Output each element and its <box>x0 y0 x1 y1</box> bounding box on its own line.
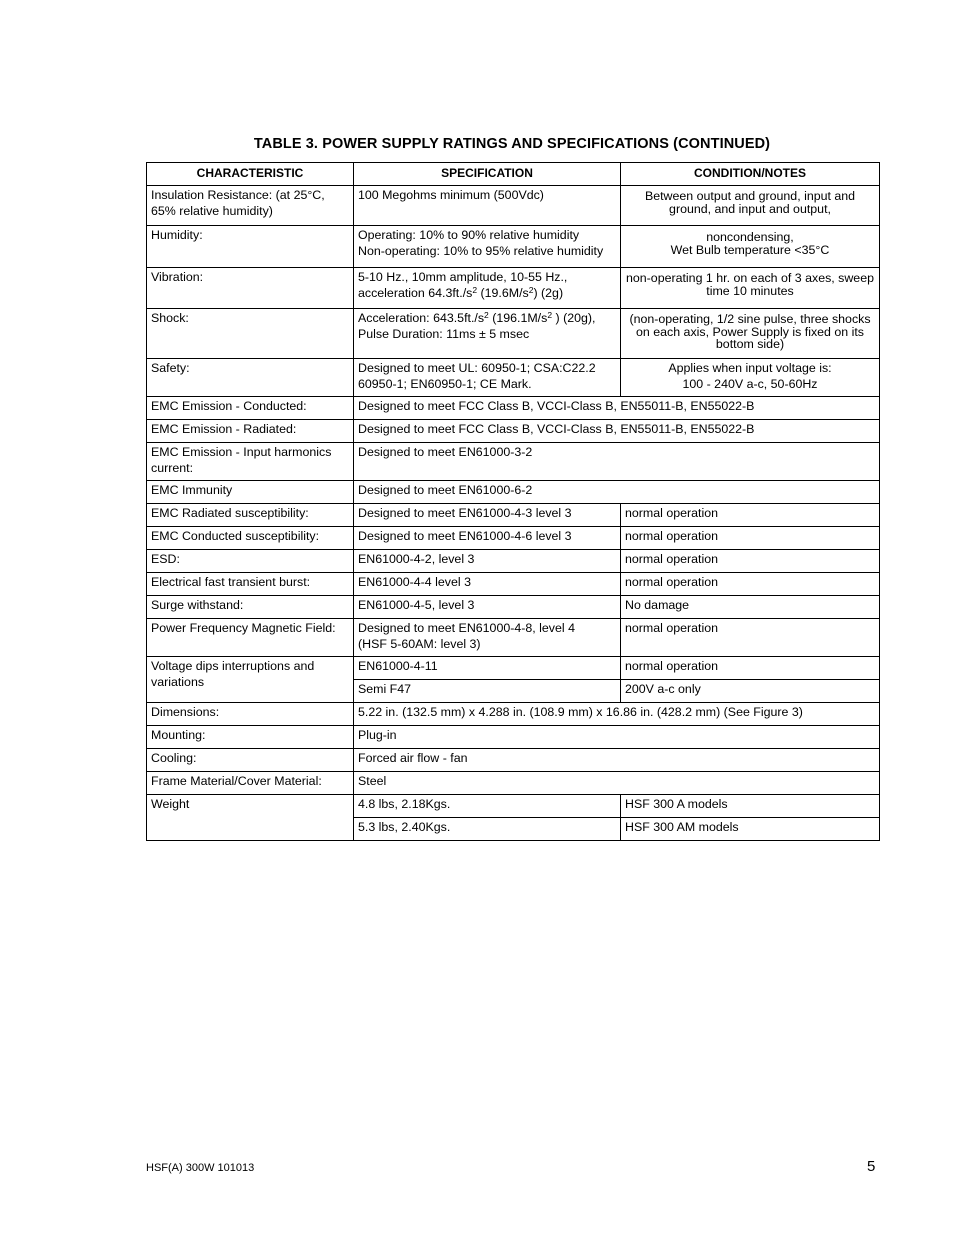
table-row <box>147 186 880 226</box>
spec-cell: EN61000-4-2, level 3 <box>354 550 621 573</box>
condition-cell: normal operation <box>621 504 880 527</box>
header-specification: SPECIFICATION <box>354 163 621 186</box>
row-label-mounting: Mounting: <box>147 726 354 749</box>
spec-text: ) (20g), <box>552 311 596 325</box>
spec-text: 5-10 Hz., 10mm amplitude, 10-55 Hz., acceleration 64.3ft./s <box>358 270 568 300</box>
spec-cell: Semi F47 <box>354 680 621 703</box>
condition-cell: normal operation <box>621 527 880 550</box>
table-row <box>147 726 880 749</box>
condition-cell <box>621 226 880 268</box>
row-label-emc-conducted-susceptibility: EMC Conducted susceptibility: <box>147 527 354 550</box>
table-row <box>147 749 880 772</box>
table-header-row <box>147 163 880 186</box>
table-row <box>147 397 880 420</box>
row-label-shock: Shock: <box>147 309 354 359</box>
condition-cell: normal operation <box>621 619 880 657</box>
spec-cell: 5.3 lbs, 2.40Kgs. <box>354 818 621 841</box>
table-row <box>147 527 880 550</box>
header-condition: CONDITION/NOTES <box>621 163 880 186</box>
table-row <box>147 309 880 359</box>
spec-cell: Designed to meet EN61000-4-6 level 3 <box>354 527 621 550</box>
spec-cell: Designed to meet FCC Class B, VCCI-Class B, EN55011-B, EN55022-B <box>354 397 880 420</box>
condition-cell: normal operation <box>621 573 880 596</box>
condition-cell: HSF 300 AM models <box>621 818 880 841</box>
condition-cell: No damage <box>621 596 880 619</box>
row-label-emc-immunity: EMC Immunity <box>147 481 354 504</box>
condition-line: Wet Bulb temperature <35°C <box>670 242 830 257</box>
table-row <box>147 619 880 657</box>
spec-cell <box>354 226 621 268</box>
spec-text: (19.6M/s <box>477 285 529 300</box>
spec-line: Designed to meet UL: 60950-1; CSA:C22.2 <box>358 361 596 375</box>
row-label-emc-radiated: EMC Emission - Radiated: <box>147 420 354 443</box>
spec-line: 60950-1; EN60950-1; CE Mark. <box>358 376 532 391</box>
spec-text: ) (2g) <box>533 285 564 300</box>
condition-cell: (non-operating, 1/2 sine pulse, three shocks on each axis, Power Supply is fixed on its bottom side) <box>621 309 880 359</box>
row-label-esd: ESD: <box>147 550 354 573</box>
condition-line: 100 - 240V a-c, 50-60Hz <box>682 376 818 391</box>
spec-line: Non-operating: 10% to 95% relative humidity <box>358 243 604 258</box>
table-row <box>147 359 880 397</box>
row-label-surge: Surge withstand: <box>147 596 354 619</box>
condition-cell: 200V a-c only <box>621 680 880 703</box>
table-row <box>147 268 880 309</box>
row-label-power-frequency-magnetic-field: Power Frequency Magnetic Field: <box>147 619 354 657</box>
condition-cell: Between output and ground, input and ground, and input and output, <box>621 186 880 226</box>
spec-line: Pulse Duration: 11ms ± 5 msec <box>358 326 530 341</box>
spec-cell: Forced air flow - fan <box>354 749 880 772</box>
table-row <box>147 504 880 527</box>
page-number: 5 <box>867 1158 876 1175</box>
condition-cell: normal operation <box>621 550 880 573</box>
row-label-cooling: Cooling: <box>147 749 354 772</box>
table-row <box>147 703 880 726</box>
spec-cell: Designed to meet EN61000-4-3 level 3 <box>354 504 621 527</box>
table-row <box>147 772 880 795</box>
row-label-weight: Weight <box>147 795 354 841</box>
row-label-frame-material: Frame Material/Cover Material: <box>147 772 354 795</box>
table-row <box>147 657 880 680</box>
spec-cell: Designed to meet EN61000-6-2 <box>354 481 880 504</box>
table-title: TABLE 3. POWER SUPPLY RATINGS AND SPECIFICATIONS (CONTINUED) <box>253 136 771 152</box>
superscript: 2 <box>472 284 478 295</box>
spec-cell: 5.22 in. (132.5 mm) x 4.288 in. (108.9 mm) x 16.86 in. (428.2 mm) (See Figure 3) <box>354 703 880 726</box>
table-row <box>147 550 880 573</box>
condition-cell <box>621 359 880 397</box>
spec-text: Acceleration: 643.5ft./s <box>358 311 485 325</box>
table-row <box>147 795 880 818</box>
table-row <box>147 443 880 481</box>
spec-cell <box>354 619 621 657</box>
row-label-humidity: Humidity: <box>147 226 354 268</box>
superscript: 2 <box>547 310 553 320</box>
spec-cell: EN61000-4-5, level 3 <box>354 596 621 619</box>
table-row <box>147 481 880 504</box>
spec-cell: Steel <box>354 772 880 795</box>
spec-cell: Designed to meet FCC Class B, VCCI-Class B, EN55011-B, EN55022-B <box>354 420 880 443</box>
spec-cell: EN61000-4-11 <box>354 657 621 680</box>
row-label-emc-harmonics: EMC Emission - Input harmonics current: <box>147 443 354 481</box>
spec-cell: 4.8 lbs, 2.18Kgs. <box>354 795 621 818</box>
row-label-insulation: Insulation Resistance: (at 25°C, 65% relative humidity) <box>147 186 354 226</box>
table-row <box>147 420 880 443</box>
spec-cell: Designed to meet EN61000-3-2 <box>354 443 880 481</box>
spec-line: Operating: 10% to 90% relative humidity <box>358 228 580 242</box>
condition-line: noncondensing, <box>706 230 794 244</box>
spec-cell: EN61000-4-4 level 3 <box>354 573 621 596</box>
superscript: 2 <box>484 310 489 320</box>
condition-line: Applies when input voltage is: <box>668 361 832 375</box>
footer-doc-id: HSF(A) 300W 101013 <box>146 1162 255 1174</box>
spec-cell <box>354 268 621 309</box>
row-label-emc-radiated-susceptibility: EMC Radiated susceptibility: <box>147 504 354 527</box>
row-label-vibration: Vibration: <box>147 268 354 309</box>
header-characteristic: CHARACTERISTIC <box>147 163 354 186</box>
superscript: 2 <box>528 284 534 295</box>
table-row <box>147 596 880 619</box>
specifications-table <box>146 162 880 841</box>
spec-text: (196.1M/s <box>488 311 548 325</box>
table-row <box>147 573 880 596</box>
row-label-emc-conducted: EMC Emission - Conducted: <box>147 397 354 420</box>
table-row <box>147 226 880 268</box>
row-label-dimensions: Dimensions: <box>147 703 354 726</box>
spec-line <box>358 311 616 327</box>
spec-cell <box>354 309 621 359</box>
spec-line: Designed to meet EN61000-4-8, level 4 <box>358 621 575 635</box>
row-label-eft: Electrical fast transient burst: <box>147 573 354 596</box>
row-label-safety: Safety: <box>147 359 354 397</box>
spec-cell <box>354 359 621 397</box>
spec-cell: Plug-in <box>354 726 880 749</box>
condition-cell: HSF 300 A models <box>621 795 880 818</box>
spec-cell: 100 Megohms minimum (500Vdc) <box>354 186 621 226</box>
row-label-voltage-dips: Voltage dips interruptions and variations <box>147 657 354 703</box>
spec-line: (HSF 5-60AM: level 3) <box>358 636 481 651</box>
condition-cell: normal operation <box>621 657 880 680</box>
condition-cell: non-operating 1 hr. on each of 3 axes, sweep time 10 minutes <box>621 268 880 309</box>
